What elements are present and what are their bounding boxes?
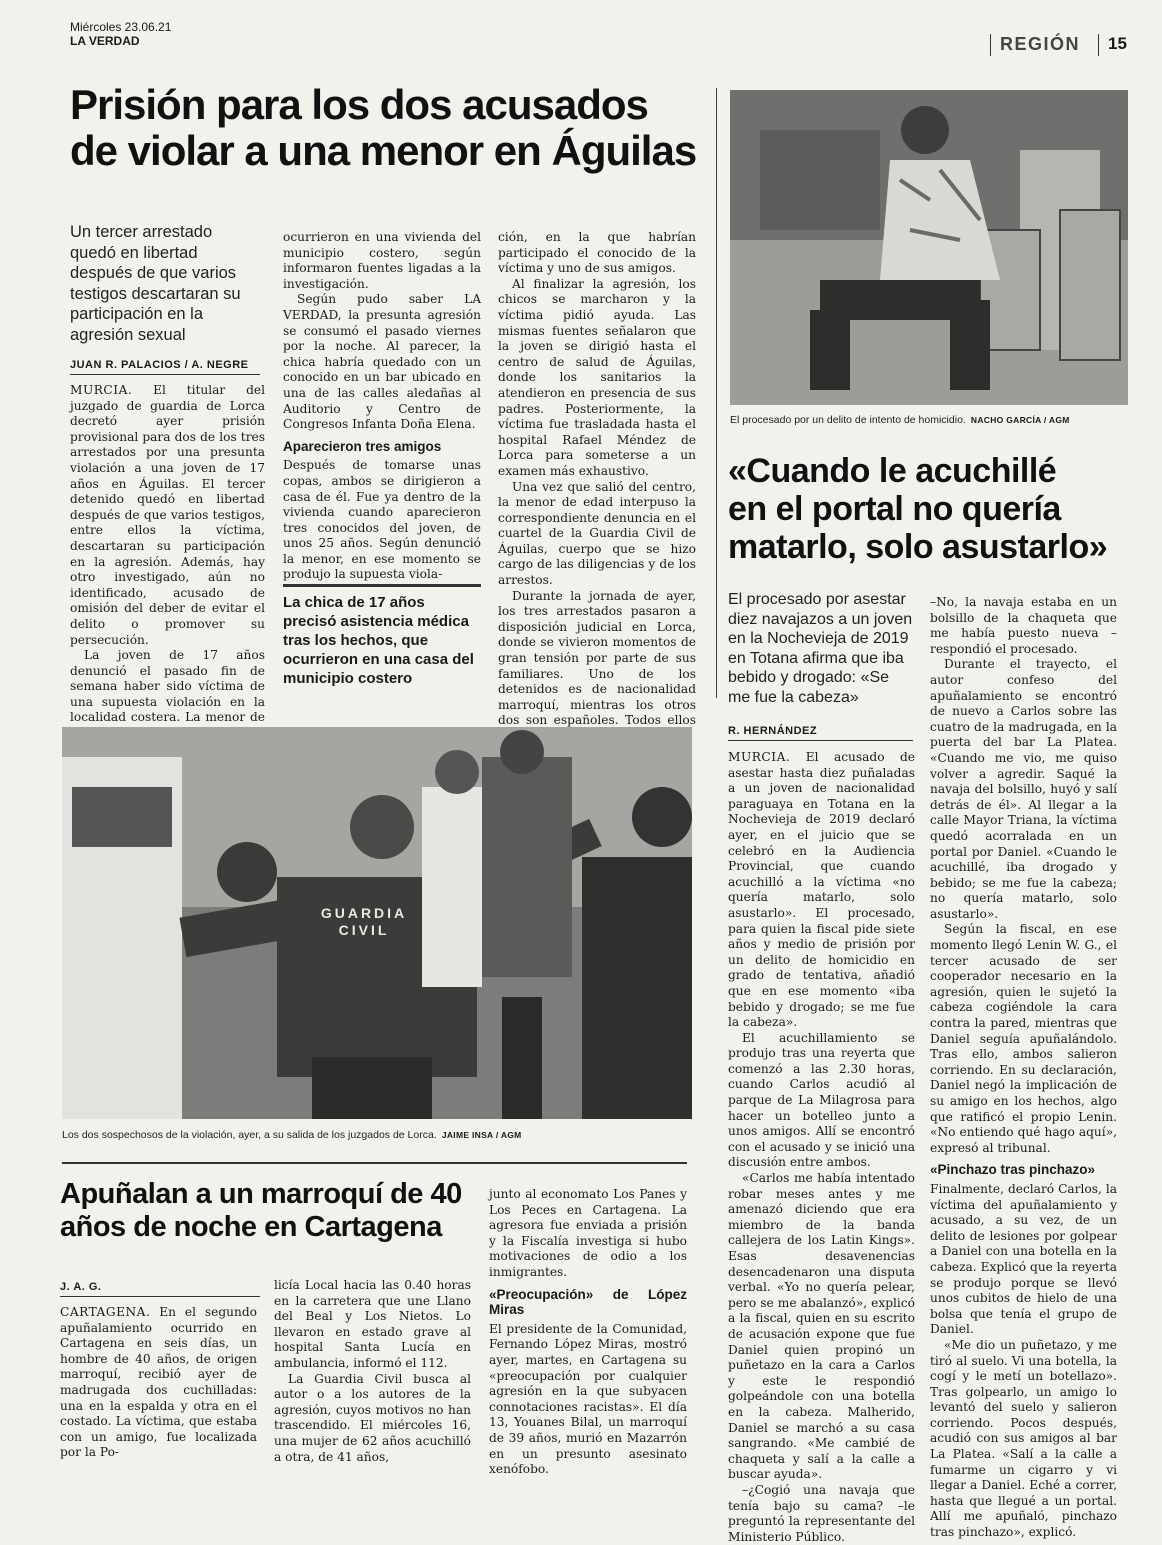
- subhead: Aparecieron tres amigos: [283, 438, 442, 454]
- story3-headline: [60, 1178, 480, 1244]
- story2-column-1: [728, 750, 915, 1545]
- dateline: MURCIA.: [70, 383, 133, 397]
- subhead: «Pinchazo tras pinchazo»: [930, 1162, 1096, 1178]
- paragraph: En el segundo apuñalamiento ocurrido en Cartagena en seis días, un hombre de 40 años, de origen marroquí, recibió ayer de madrugada dos cuchilladas: una en la espalda y otra en el costado. La víctima, que estaba con un amigo, fue localizada por la Po-: [60, 1305, 257, 1460]
- column-rule: [716, 88, 717, 698]
- section-name: REGIÓN: [1000, 34, 1081, 54]
- photo-credit: NACHO GARCÍA / AGM: [970, 415, 1070, 425]
- paragraph: «Carlos me había intentado robar meses antes y me amenazó diciendo que era miembro de la banda callejera de los Latin Kings». Esas desavenencias desencadenaron una disputa verbal. «Yo no quería pelear, pero se me abalanzó», explicó a la fiscal, quien en su escrito de acusación expone que fue Daniel quien propinó un puñetazo en la cara a Carlos y este le respondió golpeándole con una botella en la cabeza. Malherido, Daniel se marchó a su casa sangrando. «Me cambié de chaqueta y salí a la calle a buscar ayuda».: [728, 1171, 915, 1482]
- courtroom-photo: [730, 90, 1128, 405]
- story1-column-1: [70, 383, 265, 757]
- paragraph: El titular del juzgado de guardia de Lorca decretó ayer prisión provisional para dos de los tres arrestados por una presunta violación a una joven de 17 años en Águilas. El tercer detenido quedó en libertad después de que varios testigos, entre ellos la víctima, descartaran su participación en la agresión. Además, hay otro investigado, aún no identificado, acusado de omisión del deber de evitar el delito o promover su persecución.: [70, 383, 265, 647]
- courtroom-photo-image: [730, 90, 1128, 405]
- paragraph: Una vez que salió del centro, la menor de edad interpuso la correspondiente denuncia en el cuartel de la Guardia Civil de Águilas, cuerpo que se hizo cargo de las diligencias y de los arrestos.: [498, 479, 696, 588]
- subhead: «Preocupación» de López Miras: [489, 1286, 687, 1318]
- photo-caption: El procesado por un delito de intento de homicidio.: [730, 414, 966, 426]
- dateline: MURCIA.: [728, 750, 791, 764]
- header-divider: [990, 34, 991, 56]
- paragraph: Según la fiscal, en ese momento llegó Lenin W. G., el tercer acusado de ser cooperador necesario en la agresión, quien le sujetó la cabeza cogiéndole la cara contra la pared, mientras que Daniel seguía apuñalándolo. Tras ello, ambos salieron corriendo. En su declaración, Daniel negó la implicación de su amigo en los hechos, algo que ratificó el propio Lenin. «No entiendo qué hago aquí», expresó al tribunal.: [930, 922, 1117, 1155]
- paragraph: El acusado de asestar hasta diez puñaladas a un joven de nacionalidad paraguaya en Totana en la Nochevieja de 2019 declaró ayer, en el juicio que se celebró en la Audiencia Provincial, que cuando acuchilló a la víctima «no quería matarlo, solo asustarlo». El procesado, para quien la fiscal pide siete años y medio de prisión por un delito de homicidio en grado de tentativa, añadió que en ese momento «iba bebido y drogado; se me fue la cabeza».: [728, 750, 915, 1030]
- paragraph: Finalmente, declaró Carlos, la víctima del apuñalamiento y acusado, a su vez, de un delito de lesiones por golpear a Daniel con una botella en la cabeza. Explicó que la reyerta se produjo porque se llevó unos cubitos de hielo de una bolsa que tenía el grupo de Daniel.: [930, 1181, 1117, 1337]
- paragraph: ocurrieron en una vivienda del municipio costero, según informaron fuentes ligadas a la investigación.: [283, 230, 481, 291]
- paragraph: –¿Cogió una navaja que tenía bajo su cama? –le preguntó la representante del Ministerio Público.: [728, 1482, 915, 1544]
- paragraph: «Me dio un puñetazo, y me tiró al suelo. Vi una botella, la cogí y le metí un botellazo». Tras golpearlo, un amigo lo levantó del suelo y salieron corriendo. Pocos después, acudió con sus amigos al bar La Platea. «Salí a la calle a fumarme un cigarro y vi llegar a Daniel. Eché a correr, hasta que llegué a un portal. Allí me apuñaló, pinchazo tras pinchazo», explicó.: [930, 1337, 1117, 1540]
- story1-byline: JUAN R. PALACIOS / A. NEGRE: [70, 359, 260, 375]
- story1-photo-caption-line: [62, 1123, 692, 1142]
- issue-date: Miércoles 23.06.21: [70, 20, 172, 34]
- headline-line: en el portal no quería: [728, 490, 1061, 528]
- paragraph: La Guardia Civil busca al autor o a los autores de la agresión, cuyos motivos no han trascendido. El miércoles 16, una mujer de 62 años acuchilló a otra, de 41 años,: [274, 1371, 471, 1464]
- dateline: CARTAGENA.: [60, 1305, 151, 1319]
- newspaper-name: LA VERDAD: [70, 34, 140, 48]
- paragraph: ción, en la que habrían participado el conocido de la víctima y uno de sus amigos.: [498, 230, 696, 276]
- paragraph: –No, la navaja estaba en un bolsillo de la chaqueta que me había puesto nueva –respondió el procesado.: [930, 595, 1117, 656]
- paragraph: Durante la jornada de ayer, los tres arrestados pasaron a disposición judicial en Lorca, donde se vivieron momentos de gran tensión por parte de sus familiares. Uno de los detenidos es de nacionalidad marroquí, mientras los otros dos son españoles. Todos ellos: [498, 588, 696, 728]
- story2-column-2: [930, 595, 1117, 1541]
- headline-line: Apuñalan a un marroquí de 40: [60, 1178, 462, 1210]
- story1-deck: Un tercer arrestado quedó en libertad después de que varios testigos descartaran su participación en la agresión sexual: [70, 223, 241, 344]
- uniform-label: GUARDIA CIVIL: [320, 905, 408, 938]
- story2-byline: R. HERNÁNDEZ: [728, 725, 913, 741]
- story2-deck: El procesado por asestar diez navajazos a un joven en la Nochevieja de 2019 en Totana afirma que iba bebido y drogado: «Se me fue la cabeza»: [728, 591, 913, 706]
- story3-column-2: [274, 1278, 471, 1465]
- paragraph: El acuchillamiento se produjo tras una reyerta que comenzó a las 2.30 horas, cuando Carlos acudió al parque de La Milagrosa para hacer un botelleo junto a unos amigos. Allí se encontró con el acusado y se inició una discusión entre ambos.: [728, 1030, 915, 1170]
- story2-headline: [728, 452, 1138, 566]
- paragraph: Según pudo saber LA VERDAD, la presunta agresión se consumó el pasado viernes por la noche. Al parecer, la chica habría quedado con un conocido en un bar ubicado en una de las calles aledañas al Auditorio y Centro de Congresos Infanta Doña Elena.: [283, 292, 481, 432]
- story1-column-3: [498, 230, 696, 745]
- story3-byline: J. A. G.: [60, 1281, 260, 1297]
- headline-line: de violar a una menor en Águilas: [70, 127, 697, 174]
- paragraph: Al finalizar la agresión, los chicos se marcharon y la víctima pidió ayuda. Las mismas fuentes señalaron que la joven se dirigió hasta el centro de salud de Águilas, donde los sanitarios la atendieron en presencia de sus padres. Posteriormente, la víctima fue trasladada hasta el hospital Rafael Méndez de Lorca para someterse a un examen más exhaustivo.: [498, 276, 696, 478]
- story1-headline: [70, 82, 710, 174]
- section-rule: [62, 1162, 687, 1164]
- paragraph: El presidente de la Comunidad, Fernando López Miras, mostró ayer, martes, en Cartagena su «preocupación por cualquier agresión en la que subyacen connotaciones racistas». El día 13, Youanes Bilal, un marroquí de 39 años, murió en Mazarrón en un presunto asesinato xenófobo.: [489, 1321, 687, 1477]
- story1-pullquote: La chica de 17 años precisó asistencia médica tras los hechos, que ocurrieron en una casa del municipio costero: [283, 584, 481, 688]
- page-number: 15: [1108, 34, 1127, 53]
- headline-line: «Cuando le acuchillé: [728, 452, 1057, 490]
- arrest-photo: [62, 727, 692, 1119]
- paragraph: Después de tomarse unas copas, ambos se dirigieron a casa de él. Fue ya dentro de la vivienda cuando aparecieron tres conocidos del joven, de unos 25 años. Según denunció la menor, en ese momento se produjo la supuesta viola-: [283, 458, 481, 582]
- photo-caption: Los dos sospechosos de la violación, ayer, a su salida de los juzgados de Lorca.: [62, 1129, 437, 1141]
- header-divider: [1098, 34, 1099, 56]
- headline-line: años de noche en Cartagena: [60, 1211, 442, 1243]
- headline-line: matarlo, solo asustarlo»: [728, 528, 1108, 566]
- photo-credit: JAIME INSA / AGM: [441, 1130, 522, 1140]
- story3-column-3: [489, 1187, 687, 1478]
- story3-column-1: [60, 1305, 257, 1461]
- paragraph: licía Local hacia las 0.40 horas en la carretera que une Llano del Beal y Los Nietos. Lo llevaron en estado grave al hospital Santa Lucía en ambulancia, informó el 112.: [274, 1278, 471, 1370]
- story1-column-2: [283, 230, 481, 583]
- paragraph: La joven de 17 años denunció el pasado fin de semana haber sido víctima de una supuesta violación en la localidad costera. La menor de: [70, 648, 265, 725]
- paragraph: Durante el trayecto, el autor confeso del apuñalamiento se encontró de nuevo a Carlos sobre las cuatro de la madrugada, en la puerta del bar La Platea. «Cuando me vio, me quiso volver a agredir. Saqué la navaja del bolsillo, huyó y salí detrás de él». Al llegar a la calle Mayor Triana, la víctima quedó acorralada en un portal por Daniel. «Cuando le acuchillé, iba drogado y bebido; se me fue la cabeza; no quería matarlo, solo asustarlo».: [930, 657, 1117, 921]
- story2-photo-caption-line: [730, 408, 1128, 427]
- headline-line: Prisión para los dos acusados: [70, 81, 648, 128]
- paragraph: junto al economato Los Panes y Los Peces en Cartagena. La agresora fue enviada a prisión y la Fiscalía investiga si hubo motivaciones de odio a los inmigrantes.: [489, 1187, 687, 1279]
